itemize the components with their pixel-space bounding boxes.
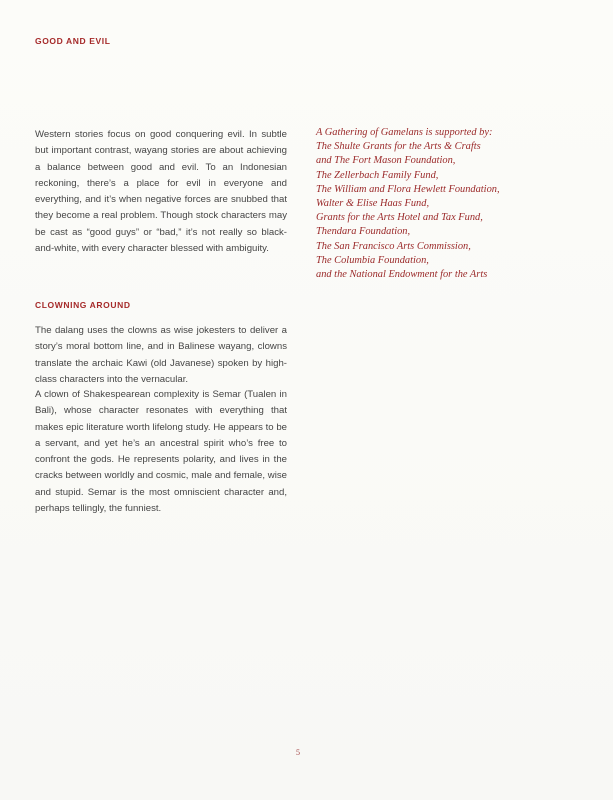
paragraph-good-and-evil: Western stories focus on good conquering evil. In subtle but important contrast, wayang stories are about achieving a balance between good and evil. To an Indonesian reckoning, there’s a place for evil in everyone and everything, and it’s when negative forces are snubbed that they become a real problem. Though stock characters may be cast as “good guys” or “bad,” it’s not really so black-and-white, with every character blessed with ambiguity. (35, 129, 287, 255)
credit-line: A Gathering of Gamelans is supported by: (316, 127, 493, 138)
section-heading-clowning-around: CLOWNING AROUND (35, 300, 131, 310)
credit-line: Thendara Foundation, (316, 226, 411, 238)
credit-line: The Zellerbach Family Fund, (316, 169, 439, 181)
credit-line: The Columbia Foundation, (316, 254, 429, 266)
page-number: 5 (296, 748, 300, 757)
paragraph-semar: A clown of Shakespearean complexity is Semar (Tualen in Bali), whose character resonates with everything that makes epic literature worth lifelong study. He appears to be a servant, and yet he’s an ancestral spirit who’s free to confront the gods. He represents polarity, and lives in the cracks between worldly and cosmic, male and female, wise and stupid. Semar is the most omniscient character and, perhaps tellingly, the funniest. (35, 389, 287, 515)
credit-line: The San Francisco Arts Commission, (316, 240, 471, 252)
credit-line: and The Fort Mason Foundation, (316, 155, 456, 167)
paragraph-clowns-dalang: The dalang uses the clowns as wise jokesters to deliver a story’s moral bottom line, and in Balinese wayang, clowns translate the archaic Kawi (old Javanese) spoken by high-class characters into the vernacular. (35, 325, 287, 385)
credit-line: The William and Flora Hewlett Foundation, (316, 183, 500, 195)
credit-line: and the National Endowment for the Arts (316, 269, 488, 281)
credit-line: Grants for the Arts Hotel and Tax Fund, (316, 212, 483, 224)
credit-line: Walter & Elise Haas Fund, (316, 198, 430, 210)
section-heading-good-and-evil: GOOD AND EVIL (35, 36, 111, 46)
credit-line: The Shulte Grants for the Arts & Crafts (316, 141, 481, 153)
sponsor-credits (316, 126, 596, 282)
